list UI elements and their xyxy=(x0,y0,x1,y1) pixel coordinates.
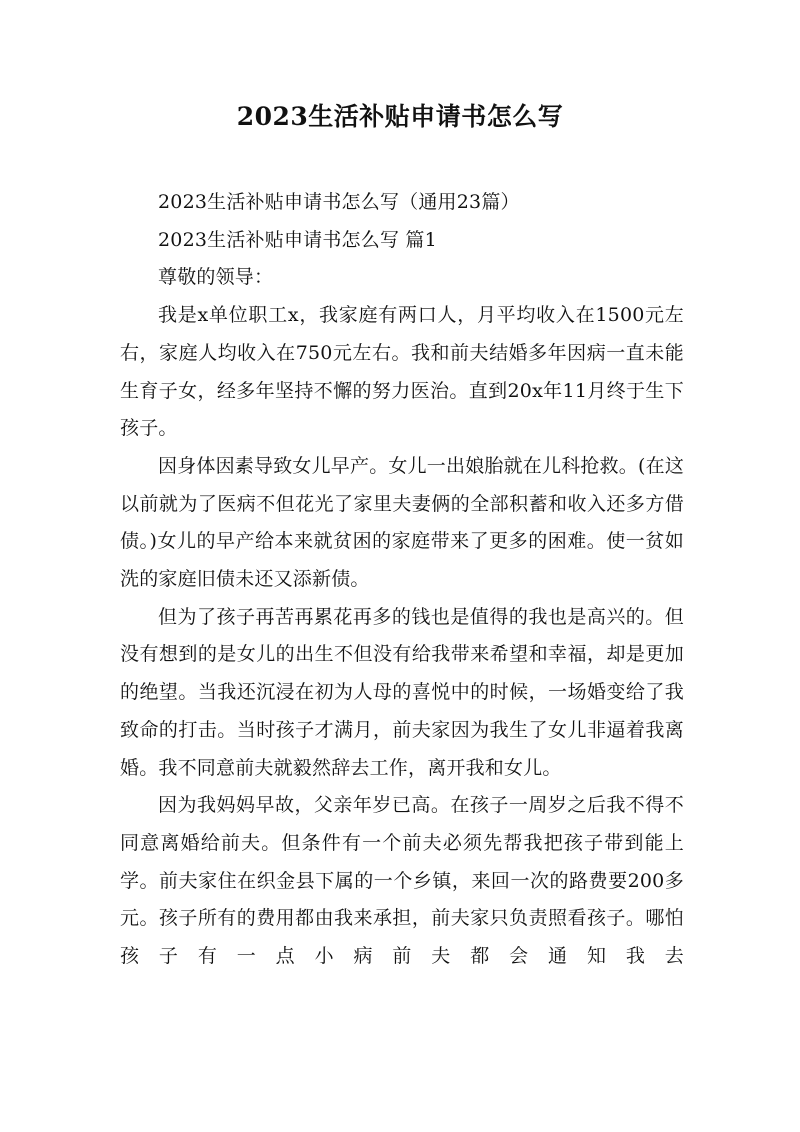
document-title: 2023生活补贴申请书怎么写 xyxy=(236,102,564,131)
paragraph-body-4: 因为我妈妈早故，父亲年岁已高。在孩子一周岁之后我不得不同意离婚给前夫。但条件有一个前夫必须先帮我把孩子带到能上学。前夫家住在织金县下属的一个乡镇，来回一次的路费要200多元。孩子所有的费用都由我来承担，前夫家只负责照看孩子。哪怕孩子有一点小病前夫都会通知我去 xyxy=(120,794,684,968)
paragraph-subtitle: 2023生活补贴申请书怎么写（通用23篇） xyxy=(158,191,520,213)
paragraph-body-1: 我是x单位职工x，我家庭有两口人，月平均收入在1500元左右，家庭人均收入在750元左右。我和前夫结婚多年因病一直未能生育子女，经多年坚持不懈的努力医治。直到20x年11月终于生下孩子。 xyxy=(120,304,684,440)
paragraph-section-heading: 2023生活补贴申请书怎么写 篇1 xyxy=(158,228,437,251)
paragraph-body-3: 但为了孩子再苦再累花再多的钱也是值得的我也是高兴的。但没有想到的是女儿的出生不但没有给我带来希望和幸福，却是更加的绝望。当我还沉浸在初为人母的喜悦中的时候，一场婚变给了我致命的打击。当时孩子才满月，前夫家因为我生了女儿非逼着我离婚。我不同意前夫就毅然辞去工作，离开我和女儿。 xyxy=(120,605,684,779)
paragraph-body-2: 因身体因素导致女儿早产。女儿一出娘胎就在儿科抢救。(在这以前就为了医病不但花光了家里夫妻俩的全部积蓄和收入还多方借债。)女儿的早产给本来就贫困的家庭带来了更多的困难。使一贫如洗的家庭旧债未还又添新债。 xyxy=(120,454,685,591)
paragraph-salutation: 尊敬的领导： xyxy=(158,266,274,289)
document-body xyxy=(120,184,684,976)
